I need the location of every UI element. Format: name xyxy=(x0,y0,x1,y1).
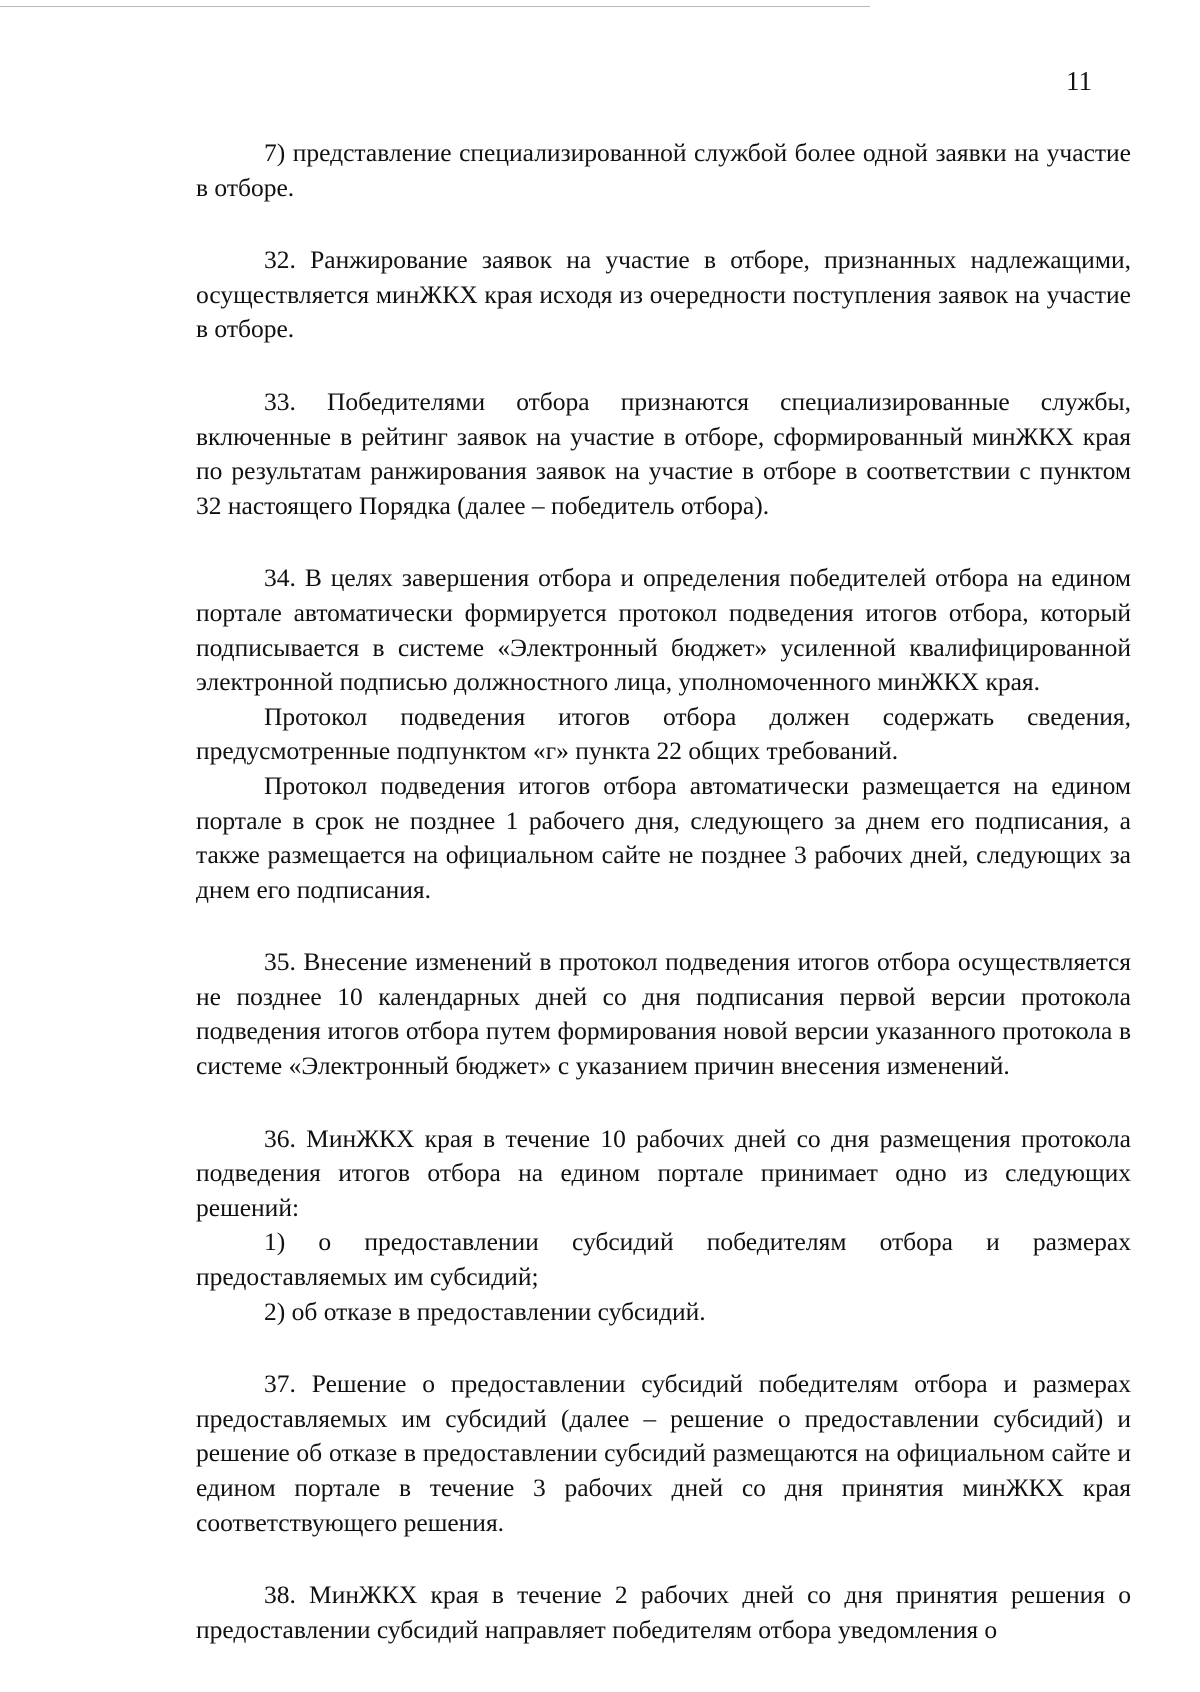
paragraph-clause-36: 36. МинЖКХ края в течение 10 рабочих дней со дня размещения протокола подведения итогов отбора на едином портале принимает одно из следующих решений: xyxy=(196,1123,1131,1222)
paragraph-clause-35: 35. Внесение изменений в протокол подведения итогов отбора осуществляется не позднее 10 календарных дней со дня подписания первой версии протокола подведения итогов отбора путем формирования новой версии указанного протокола в системе «Электронный бюджет» с указанием причин внесения изменений. xyxy=(196,947,1131,1081)
paragraph-clause-33: 33. Победителями отбора признаются специализированные службы, включенные в рейтинг заявок на участие в отборе, сформированный минЖКХ края по результатам ранжирования заявок на участие в отборе в соответствии с пунктом 32 настоящего Порядка (далее – победитель отбора). xyxy=(196,386,1131,520)
paragraph-clause-34: 34. В целях завершения отбора и определения победителей отбора на едином портале автоматически формируется протокол подведения итогов отбора, который подписывается в системе «Электронный бюджет» усиленной квалифицированной электронной подписью должностного лица, уполномоченного минЖКХ края. xyxy=(196,563,1131,697)
document-body xyxy=(196,136,1131,1647)
paragraph-clause-37: 37. Решение о предоставлении субсидий победителям отбора и размерах предоставляемых им субсидий (далее – решение о предоставлении субсидий) и решение об отказе в предоставлении субсидий размещаются на официальном сайте и едином портале в течение 3 рабочих дней со дня принятия минЖКХ края соответствующего решения. xyxy=(196,1369,1131,1537)
paragraph-clause-36-option-1: 1) о предоставлении субсидий победителям отбора и размерах предоставляемых им субсидий; xyxy=(196,1227,1131,1292)
clause-35-block xyxy=(196,945,1131,1083)
page-number: 11 xyxy=(1066,66,1092,96)
clause-34-block xyxy=(196,561,1131,907)
paragraph-clause-36-option-2: 2) об отказе в предоставлении субсидий. xyxy=(264,1296,706,1326)
clause-38-block xyxy=(196,1578,1131,1647)
paragraph-clause-38: 38. МинЖКХ края в течение 2 рабочих дней со дня принятия решения о предоставлении субсидий направляет победителям отбора уведомления о xyxy=(196,1580,1131,1644)
paragraph-clause-34-protocol-contents: Протокол подведения итогов отбора должен содержать сведения, предусмотренные подпунктом «г» пункта 22 общих требований. xyxy=(196,701,1131,766)
clause-32-block xyxy=(196,243,1131,347)
clause-37-block xyxy=(196,1367,1131,1540)
scan-edge-line xyxy=(0,6,870,7)
paragraph-clause-32: 32. Ранжирование заявок на участие в отборе, признанных надлежащими, осуществляется минЖКХ края исходя из очередности поступления заявок на участие в отборе. xyxy=(196,245,1131,344)
item-7-block xyxy=(196,136,1131,205)
paragraph-item-7: 7) представление специализированной службой более одной заявки на участие в отборе. xyxy=(196,138,1131,202)
clause-33-block xyxy=(196,385,1131,523)
clause-36-block xyxy=(196,1122,1131,1330)
paragraph-clause-34-protocol-placement: Протокол подведения итогов отбора автоматически размещается на едином портале в срок не позднее 1 рабочего дня, следующего за днем его подписания, а также размещается на официальном сайте не позднее 3 рабочих дней, следующих за днем его подписания. xyxy=(196,770,1131,904)
